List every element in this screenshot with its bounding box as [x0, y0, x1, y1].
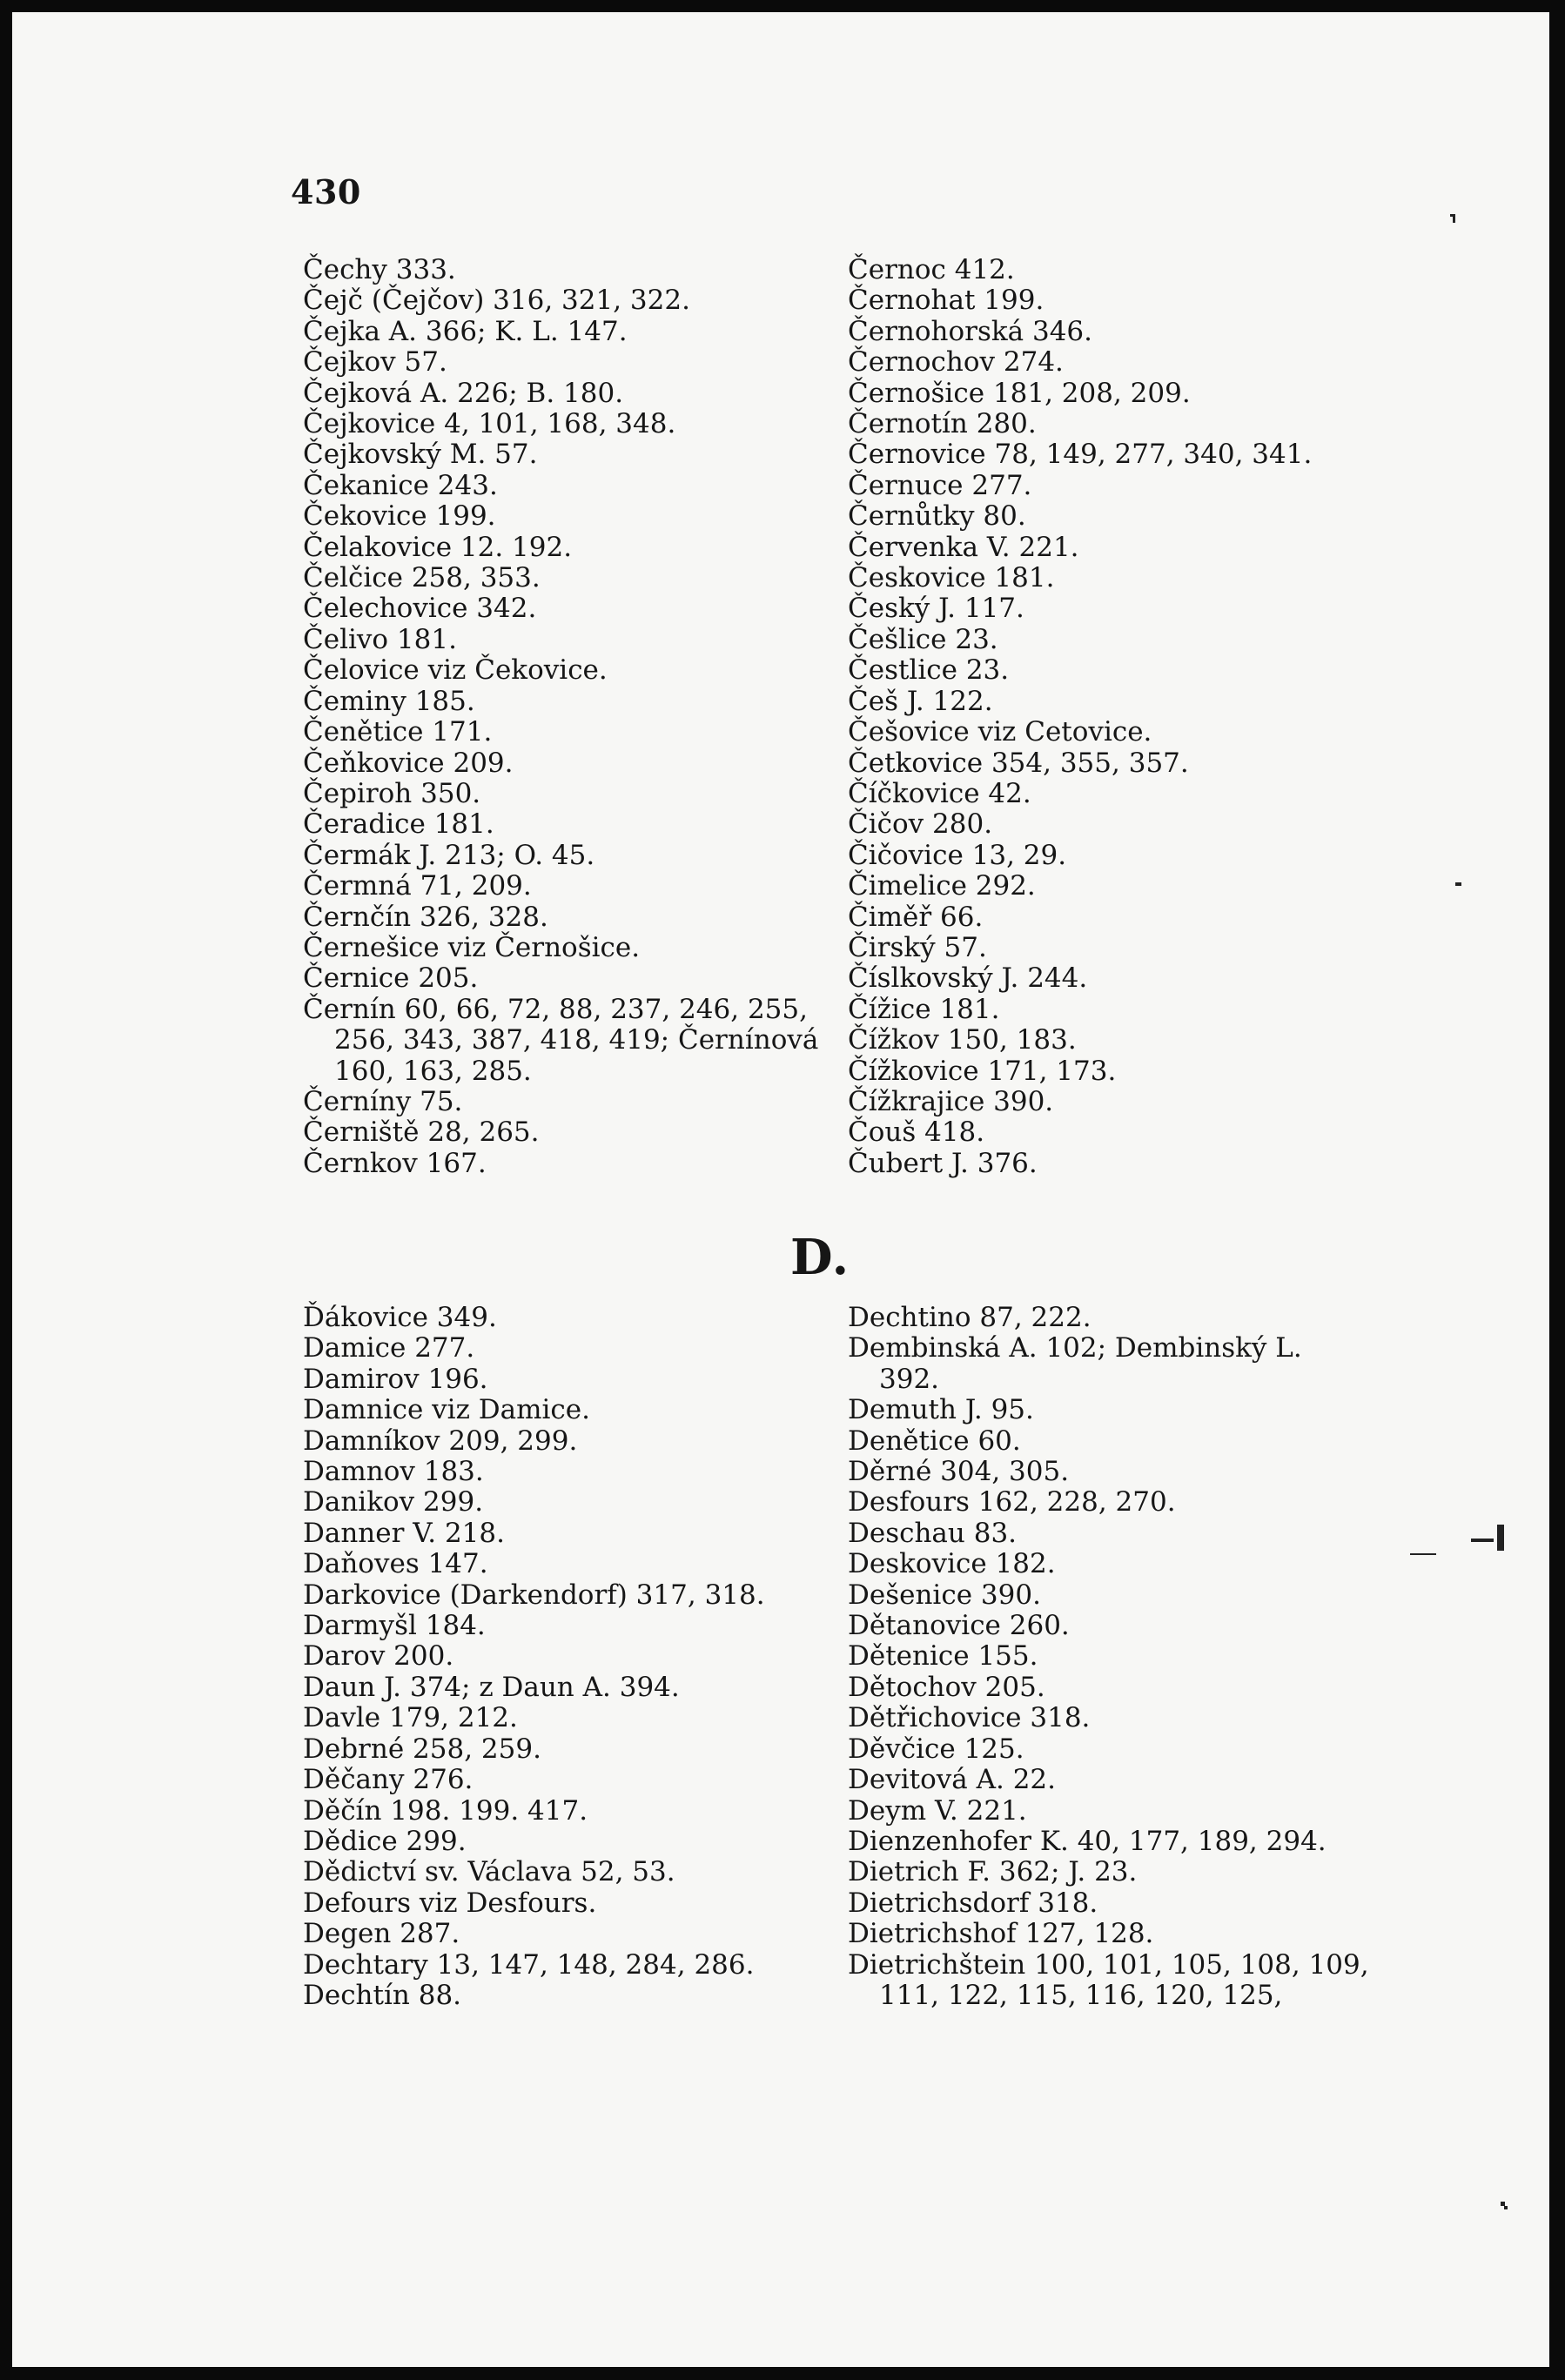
index-entry: Čičovice 13, 29. — [848, 839, 1067, 871]
index-entry: Černiště 28, 265. — [303, 1116, 540, 1149]
index-entry: Čekanice 243. — [303, 469, 498, 501]
index-entry: Černoc 412. — [848, 254, 1015, 285]
index-entry: Demuth J. 95. — [848, 1394, 1034, 1426]
index-entry: Češovice viz Cetovice. — [848, 716, 1152, 748]
index-entry: Čepiroh 350. — [303, 777, 481, 809]
index-entry: Dětřichovice 318. — [848, 1702, 1091, 1734]
index-entry: Děrné 304, 305. — [848, 1456, 1070, 1488]
index-entry: Četkovice 354, 355, 357. — [848, 747, 1189, 779]
index-entry: Damirov 196. — [303, 1363, 488, 1395]
index-entry: Český J. 117. — [848, 593, 1024, 625]
index-entry: Číčkovice 42. — [848, 777, 1031, 809]
index-entry: Dietrich F. 362; J. 23. — [848, 1856, 1138, 1888]
index-entry: Dechtín 88. — [303, 1979, 462, 2011]
index-entry: Děčín 198. 199. 417. — [303, 1794, 588, 1827]
index-entry: Defours viz Desfours. — [303, 1887, 597, 1919]
index-entry: Damice 277. — [303, 1332, 475, 1364]
index-entry: Čejč (Čejčov) 316, 321, 322. — [303, 285, 690, 317]
index-entry: Čejkov 57. — [303, 346, 447, 379]
page-number: 430 — [291, 172, 361, 211]
index-entry: Černuce 277. — [848, 469, 1032, 501]
index-entry: Dechtary 13, 147, 148, 284, 286. — [303, 1948, 755, 1981]
index-entry: Dědictví sv. Václava 52, 53. — [303, 1856, 675, 1888]
index-entry: Denětice 60. — [848, 1425, 1021, 1457]
index-entry: Černochov 274. — [848, 346, 1064, 379]
index-entry: Darmyšl 184. — [303, 1610, 486, 1642]
index-entry: Deschau 83. — [848, 1517, 1018, 1549]
index-entry: Čejková A. 226; B. 180. — [303, 377, 624, 409]
index-entry: Dechtino 87, 222. — [848, 1302, 1091, 1333]
index-entry: Černčín 326, 328. — [303, 901, 548, 933]
index-entry: Dědice 299. — [303, 1825, 467, 1857]
index-entry: Čelechovice 342. — [303, 593, 537, 625]
index-entry: Čejka A. 366; K. L. 147. — [303, 315, 628, 347]
index-entry: Daun J. 374; z Daun A. 394. — [303, 1671, 680, 1703]
index-entry: Danikov 299. — [303, 1486, 484, 1519]
index-entry: Českovice 181. — [848, 562, 1055, 594]
index-entry: Čekovice 199. — [303, 500, 496, 533]
index-entry: Čížkrajice 390. — [848, 1085, 1054, 1117]
index-entry: Čeradice 181. — [303, 808, 494, 841]
index-entry: Číslkovský J. 244. — [848, 962, 1088, 995]
index-entry: Čížkov 150, 183. — [848, 1024, 1077, 1056]
index-entry: Danner V. 218. — [303, 1517, 505, 1549]
index-entry: Debrné 258, 259. — [303, 1733, 541, 1765]
index-entry: Černíny 75. — [303, 1085, 463, 1117]
index-column-c-left — [303, 255, 825, 1179]
index-entry: Čelovice viz Čekovice. — [303, 654, 608, 687]
index-entry: Černkov 167. — [303, 1147, 487, 1179]
index-entry: Češ J. 122. — [848, 685, 993, 717]
index-entry: Černůtky 80. — [848, 500, 1026, 533]
index-entry: Damníkov 209, 299. — [303, 1425, 578, 1457]
index-entry: Davle 179, 212. — [303, 1702, 518, 1734]
index-entry: Dětenice 155. — [848, 1640, 1038, 1673]
index-entry: Desfours 162, 228, 270. — [848, 1486, 1176, 1519]
index-entry: Dembinská A. 102; Dembinský L. 392. — [848, 1332, 1302, 1395]
index-entry: Ďákovice 349. — [303, 1302, 497, 1333]
index-entry: Černešice viz Černošice. — [303, 931, 641, 963]
index-entry: Darov 200. — [303, 1640, 454, 1673]
index-entry: Čeminy 185. — [303, 685, 475, 717]
index-entry: Dietrichsdorf 318. — [848, 1887, 1098, 1919]
index-entry: Černovice 78, 149, 277, 340, 341. — [848, 439, 1313, 471]
index-entry: Černotín 280. — [848, 408, 1037, 440]
section-heading-d: D. — [790, 1229, 850, 1286]
index-entry: Degen 287. — [303, 1918, 460, 1950]
index-entry: Dienzenhofer K. 40, 177, 189, 294. — [848, 1825, 1327, 1857]
index-entry: Čížice 181. — [848, 993, 1000, 1025]
index-entry: Čelivo 181. — [303, 623, 457, 655]
index-entry: Čičov 280. — [848, 808, 993, 841]
index-entry: Děčany 276. — [303, 1764, 474, 1796]
index-entry: Češlice 23. — [848, 623, 998, 655]
index-entry: Děvčice 125. — [848, 1733, 1024, 1765]
index-entry: Deym V. 221. — [848, 1794, 1027, 1827]
index-entry: Červenka V. 221. — [848, 531, 1079, 563]
index-entry: Daňoves 147. — [303, 1548, 488, 1580]
index-column-c-right — [848, 255, 1387, 1179]
index-entry: Dietrichštein 100, 101, 105, 108, 109, 111, 122, 115, 116, 120, 125, — [848, 1948, 1369, 2011]
index-entry: Čestlice 23. — [848, 654, 1010, 687]
index-entry: Damnov 183. — [303, 1456, 484, 1488]
index-entry: Darkovice (Darkendorf) 317, 318. — [303, 1579, 765, 1611]
index-entry: Černohat 199. — [848, 285, 1044, 317]
index-entry: Dietrichshof 127, 128. — [848, 1918, 1154, 1950]
index-entry: Čížkovice 171, 173. — [848, 1055, 1117, 1087]
index-entry: Černice 205. — [303, 962, 479, 995]
index-column-d-right — [848, 1303, 1370, 2011]
index-entry: Čechy 333. — [303, 254, 456, 285]
index-column-d-left — [303, 1303, 825, 2011]
index-entry: Čenětice 171. — [303, 716, 493, 748]
index-entry: Čiměř 66. — [848, 901, 984, 933]
index-entry: Černín 60, 66, 72, 88, 237, 246, 255, 256, 343, 387, 418, 419; Černínová 160, 163, 285. — [303, 993, 819, 1087]
index-entry: Čejkovský M. 57. — [303, 439, 538, 471]
index-entry: Čelčice 258, 353. — [303, 562, 541, 594]
index-entry: Černohorská 346. — [848, 315, 1093, 347]
index-entry: Deskovice 182. — [848, 1548, 1056, 1580]
index-entry: Damnice viz Damice. — [303, 1394, 590, 1426]
index-entry: Čeňkovice 209. — [303, 747, 514, 779]
index-entry: Čermák J. 213; O. 45. — [303, 839, 595, 871]
index-entry: Dešenice 390. — [848, 1579, 1041, 1611]
index-entry: Čelakovice 12. 192. — [303, 531, 573, 563]
index-entry: Čimelice 292. — [848, 870, 1036, 902]
index-entry: Dětochov 205. — [848, 1671, 1045, 1703]
index-entry: Čirský 57. — [848, 931, 987, 963]
index-entry: Devitová A. 22. — [848, 1764, 1056, 1796]
index-entry: Čouš 418. — [848, 1116, 985, 1149]
index-entry: Čubert J. 376. — [848, 1147, 1038, 1179]
index-entry: Dětanovice 260. — [848, 1610, 1070, 1642]
index-entry: Černošice 181, 208, 209. — [848, 377, 1191, 409]
index-entry: Čermná 71, 209. — [303, 870, 532, 902]
index-entry: Čejkovice 4, 101, 168, 348. — [303, 408, 676, 440]
